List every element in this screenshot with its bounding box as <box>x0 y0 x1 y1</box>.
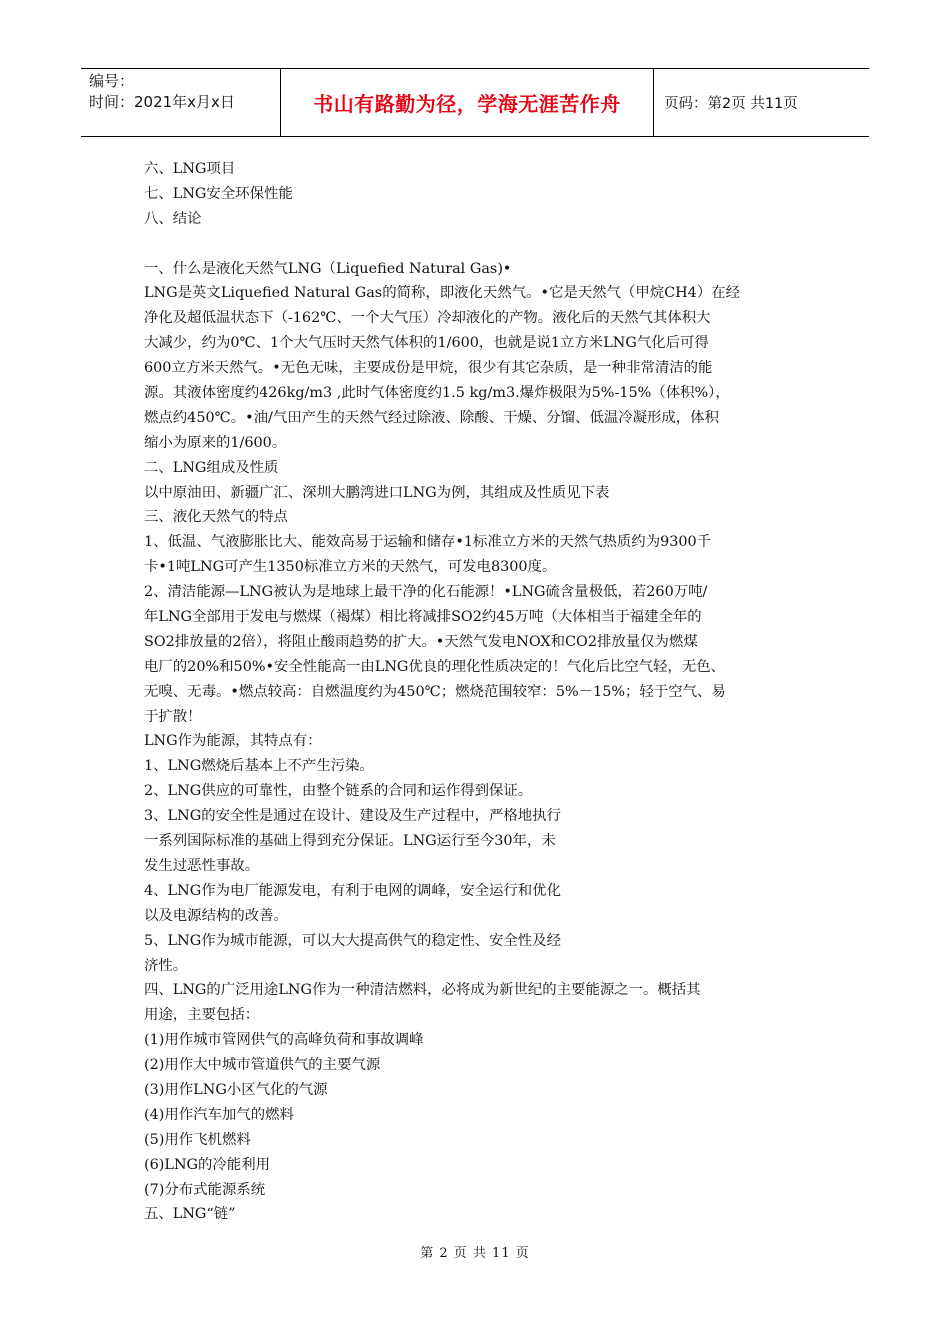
text-line: 七、LNG安全环保性能 <box>144 185 293 202</box>
text-line: 3、LNG的安全性是通过在设计、建设及生产过程中，严格地执行 <box>144 808 561 825</box>
text-line: 大减少，约为0℃、1个大气压时天然气体积的1/600，也就是说1立方米LNG气化后可得 <box>144 335 709 352</box>
document-body <box>144 157 814 1227</box>
text-line: 以及电源结构的改善。 <box>144 907 288 924</box>
page-header <box>81 68 869 137</box>
text-line: (3)用作LNG小区气化的气源 <box>144 1081 328 1098</box>
text-line: (6)LNG的冷能利用 <box>144 1156 270 1173</box>
text-line: 四、LNG的广泛用途LNG作为一种清洁燃料，必将成为新世纪的主要能源之一。概括其 <box>144 982 701 999</box>
blank-line <box>144 232 814 257</box>
text-line: 2、LNG供应的可靠性，由整个链系的合同和运作得到保证。 <box>144 783 533 800</box>
text-line: 1、低温、气液膨胀比大、能效高易于运输和储存•1标准立方米的天然气热质约为9300千 <box>144 534 712 551</box>
text-line: 燃点约450℃。•油/气田产生的天然气经过除液、除酸、干燥、分馏、低温冷凝形成，体积 <box>144 409 719 426</box>
text-line: (5)用作飞机燃料 <box>144 1131 251 1148</box>
text-line: 年LNG全部用于发电与燃煤（褐煤）相比将减排SO2约45万吨（大体相当于福建全年的 <box>144 609 702 626</box>
text-line: 电厂的20%和50%•安全性能高一由LNG优良的理化性质决定的！气化后比空气轻，无色、 <box>144 658 725 675</box>
header-meta <box>81 69 280 136</box>
text-line: 济性。 <box>144 957 188 974</box>
text-line: 三、液化天然气的特点 <box>144 509 288 526</box>
header-motto: 书山有路勤为径，学海无涯苦作舟 <box>280 69 654 136</box>
text-line: (4)用作汽车加气的燃料 <box>144 1106 294 1123</box>
text-line: 卡•1吨LNG可产生1350标准立方米的天然气，可发电8300度。 <box>144 559 557 576</box>
text-line: 缩小为原来的1/600。 <box>144 434 287 451</box>
text-line: LNG是英文Liquefied Natural Gas的简称，即液化天然气。•它是天然气（甲烷CH4）在经 <box>144 285 740 302</box>
text-line: 以中原油田、新疆广汇、深圳大鹏湾进口LNG为例，其组成及性质见下表 <box>144 484 610 501</box>
text-line: (1)用作城市管网供气的高峰负荷和事故调峰 <box>144 1032 424 1049</box>
text-line: 1、LNG燃烧后基本上不产生污染。 <box>144 758 374 775</box>
text-line: 六、LNG项目 <box>144 161 236 177</box>
text-line: 发生过恶性事故。 <box>144 857 260 874</box>
text-line: 2、清洁能源—LNG被认为是地球上最干净的化石能源！•LNG硫含量极低，若260万吨/ <box>144 584 708 601</box>
text-line: (2)用作大中城市管道供气的主要气源 <box>144 1057 381 1074</box>
text-line: LNG作为能源，其特点有： <box>144 733 322 750</box>
text-line: 于扩散！ <box>144 708 202 725</box>
text-line: 用途，主要包括： <box>144 1007 260 1024</box>
text-line: 八、结论 <box>144 210 202 227</box>
text-line: (7)分布式能源系统 <box>144 1181 266 1198</box>
text-line: 一系列国际标准的基础上得到充分保证。LNG运行至今30年，未 <box>144 833 556 850</box>
text-line: 无嗅、无毒。•燃点较高：自燃温度约为450℃；燃烧范围较窄：5%－15%；轻于空气、易 <box>144 683 726 700</box>
text-line: 4、LNG作为电厂能源发电，有利于电网的调峰，安全运行和优化 <box>144 882 561 899</box>
document-time: 时间：2021年x月x日 <box>89 93 235 111</box>
text-line: 600立方米天然气。•无色无味，主要成份是甲烷，很少有其它杂质，是一种非常清洁的能 <box>144 360 713 377</box>
text-line: 五、LNG“链” <box>144 1206 236 1223</box>
page-footer: 第 2 页 共 11 页 <box>420 1246 530 1261</box>
text-line: 净化及超低温状态下（-162℃、一个大气压）冷却液化的产物。液化后的天然气其体积大 <box>144 310 711 327</box>
header-page-info: 页码：第2页 共11页 <box>664 96 798 112</box>
text-line: SO2排放量的2倍），将阻止酸雨趋势的扩大。•天然气发电NOX和CO2排放量仅为燃煤 <box>144 633 698 650</box>
text-line: 二、LNG组成及性质 <box>144 459 279 476</box>
document-number-label: 编号： <box>89 72 135 90</box>
text-line: 源。其液体密度约426kg/m3 ,此时气体密度约1.5 kg/m3.爆炸极限为5%-15%（体积%）， <box>144 385 730 402</box>
text-line: 5、LNG作为城市能源，可以大大提高供气的稳定性、安全性及经 <box>144 932 561 949</box>
text-line: 一、什么是液化天然气LNG（Liquefied Natural Gas)• <box>144 260 512 277</box>
